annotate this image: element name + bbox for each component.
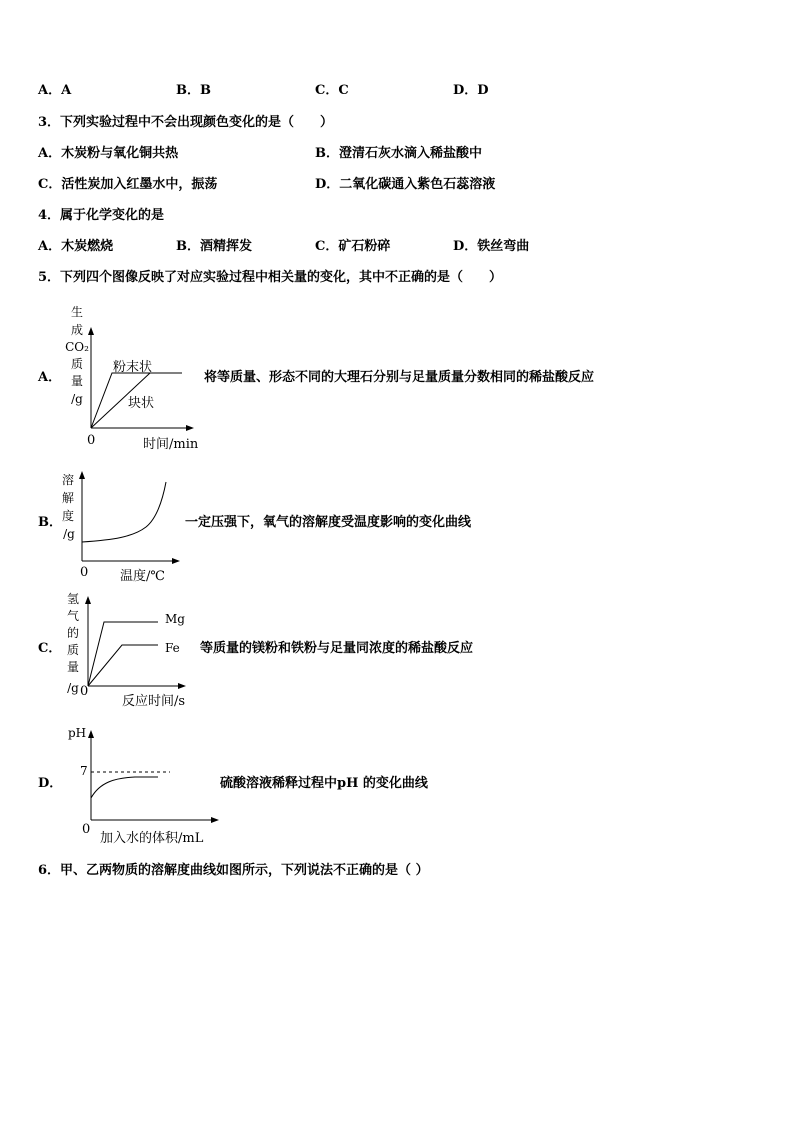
graph-b-ylabel-4: /g [63, 527, 75, 541]
q3-option-c: C．活性炭加入红墨水中，振荡 [38, 177, 218, 192]
graph-c-ylabel-5: 量 [66, 660, 79, 674]
q4-stem: 4．属于化学变化的是 [38, 208, 165, 223]
graph-a-ylabel-1: 生 [70, 305, 83, 319]
q6-stem: 6．甲、乙两物质的溶解度曲线如图所示，下列说法不正确的是（ ） [38, 863, 429, 878]
graph-d-description: 硫酸溶液稀释过程中pH 的变化曲线 [220, 776, 428, 791]
graph-c-ylabel-1: 氢 [66, 592, 79, 606]
graph-a-ylabel-3: CO₂ [65, 340, 89, 354]
q3-option-a: A．木炭粉与氧化铜共热 [38, 146, 179, 161]
graph-c-ylabel-6: /g [67, 681, 79, 695]
graph-a [60, 303, 210, 453]
q2-option-d: D．D [453, 83, 489, 98]
graph-b-description: 一定压强下，氧气的溶解度受温度影响的变化曲线 [185, 515, 472, 530]
graph-d-ylabel: pH [68, 726, 87, 740]
graph-b-x-arrow [172, 558, 180, 564]
q4-option-c: C．矿石粉碎 [315, 239, 391, 254]
graph-c [60, 590, 200, 710]
graph-b-y-arrow [79, 471, 85, 479]
graph-d-y-arrow [88, 730, 94, 738]
graph-c-origin: 0 [80, 684, 89, 699]
q2-option-b: B．B [176, 83, 211, 98]
graph-b-ylabel-2: 解 [61, 491, 74, 505]
graph-d-x-arrow [211, 817, 219, 823]
graph-a-ylabel-5: 量 [70, 374, 83, 388]
graph-a-description: 将等质量、形态不同的大理石分别与足量质量分数相同的稀盐酸反应 [204, 370, 595, 385]
graph-a-label-powder: 粉末状 [113, 360, 153, 375]
graph-c-curve-fe [88, 645, 158, 686]
graph-c-x-arrow [178, 683, 186, 689]
graph-a-origin: 0 [87, 433, 96, 448]
graph-b-ylabel-3: 度 [61, 509, 74, 523]
q4-option-a: A．木炭燃烧 [38, 239, 114, 254]
graph-a-xlabel: 时间/min [143, 437, 199, 452]
graph-c-xlabel: 反应时间/s [122, 694, 186, 709]
graph-a-y-arrow [88, 327, 94, 335]
graph-b-curve [82, 482, 166, 542]
graph-a-svg [60, 303, 210, 453]
graph-d-curve [91, 777, 158, 798]
graph-b-xlabel: 温度/℃ [120, 569, 165, 584]
graph-c-description: 等质量的镁粉和铁粉与足量同浓度的稀盐酸反应 [200, 641, 474, 656]
q4-option-d: D．铁丝弯曲 [453, 239, 530, 254]
graph-b-ylabel-1: 溶 [61, 473, 74, 487]
graph-c-y-arrow [85, 596, 91, 604]
graph-d-tick-7: 7 [80, 764, 88, 778]
q2-option-c: C．C [315, 83, 349, 98]
graph-c-label-fe: Fe [165, 641, 180, 655]
q2-option-a: A．A [38, 83, 72, 98]
graph-d [60, 720, 230, 845]
q3-stem: 3．下列实验过程中不会出现颜色变化的是（ ） [38, 115, 334, 130]
graph-c-label-mg: Mg [165, 612, 185, 626]
graph-a-x-arrow [186, 425, 194, 431]
graph-d-origin: 0 [82, 822, 91, 837]
q4-option-b: B．酒精挥发 [176, 239, 252, 254]
graph-a-ylabel-6: /g [71, 392, 83, 406]
graph-a-label-block: 块状 [128, 396, 155, 411]
graph-a-ylabel-2: 成 [70, 323, 83, 337]
graph-b [58, 465, 188, 585]
q3-option-d: D．二氧化碳通入紫色石蕊溶液 [315, 177, 496, 192]
graph-c-ylabel-2: 气 [66, 609, 79, 623]
graph-a-ylabel-4: 质 [70, 357, 83, 371]
q5-stem: 5．下列四个图像反映了对应实验过程中相关量的变化，其中不正确的是（ ） [38, 270, 503, 285]
graph-c-ylabel-4: 质 [66, 643, 79, 657]
graph-c-ylabel-3: 的 [66, 626, 79, 640]
graph-d-xlabel: 加入水的体积/mL [100, 831, 204, 846]
q3-option-b: B．澄清石灰水滴入稀盐酸中 [315, 146, 482, 161]
graph-c-curve-mg [88, 622, 158, 686]
q5-a-letter: A． [38, 370, 62, 385]
q5-b-letter: B． [38, 515, 62, 530]
q5-d-letter: D． [38, 776, 63, 791]
q5-c-letter: C． [38, 641, 62, 656]
graph-b-origin: 0 [80, 565, 89, 580]
